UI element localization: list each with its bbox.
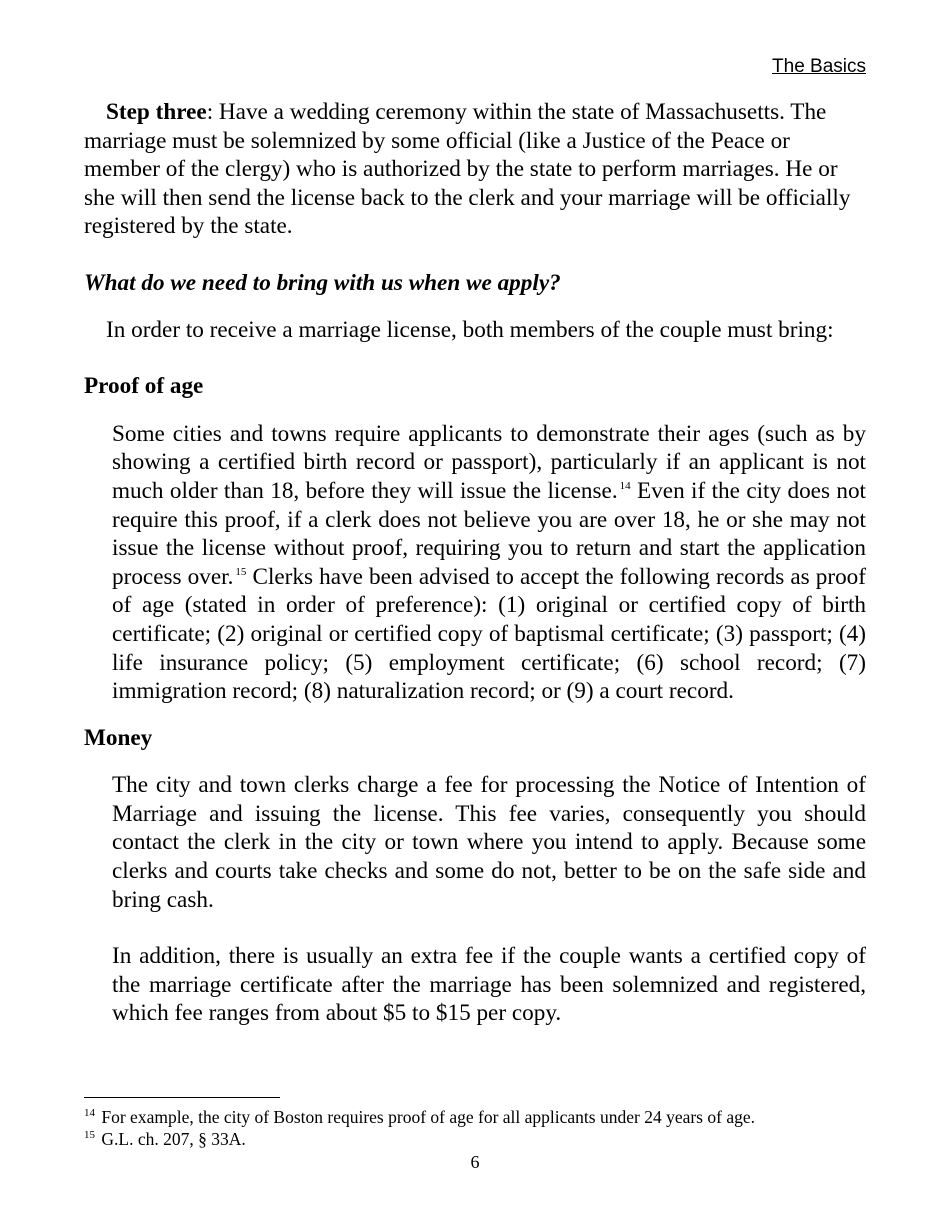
step-three-label: Step three (106, 99, 207, 125)
running-header: The Basics (772, 56, 866, 77)
footnote-14 (84, 1106, 884, 1128)
proof-of-age-paragraph (112, 420, 866, 706)
money-paragraph-1: The city and town clerks charge a fee for processing the Notice of Intention of Marriage and issuing the license. This fee varies, consequently you should contact the clerk in the city or town where you intend to apply. Because some clerks and courts take checks and some do not, better to be on the safe side and bring cash. (112, 772, 866, 913)
page-number: 6 (470, 1152, 480, 1172)
step-three-paragraph (84, 98, 866, 241)
intro-paragraph: In order to receive a marriage license, both members of the couple must bring: (106, 316, 834, 343)
question-heading: What do we need to bring with us when we apply? (84, 269, 561, 296)
footnote-number: 14 (84, 1107, 95, 1119)
footnote-ref-15: 15 (235, 565, 247, 578)
step-three-text: : Have a wedding ceremony within the state of Massachusetts. The marriage must be solemnized by some official (like a Justice of the Peace or member of the clergy) who is authorized by the state to perform marriages. He or she will then send the license back to the clerk and your marriage will be officially registered by the state. (84, 99, 851, 240)
money-heading: Money (84, 724, 153, 751)
footnote-number: 15 (84, 1129, 95, 1141)
proof-of-age-text-2: Even if the city does not require this proof, if a clerk does not believe you are over 18, he or she may not issue the license without proof, requiring you to return and start the application process over. (112, 477, 866, 590)
footnote-ref-14: 14 (619, 479, 631, 492)
footnotes (84, 1106, 884, 1150)
money-paragraph-2: In addition, there is usually an extra fee if the couple wants a certified copy of the marriage certificate after the marriage has been solemnized and registered, which fee ranges from about $5 to $15 per copy. (112, 943, 866, 1027)
proof-of-age-text-1: Some cities and towns require applicants to demonstrate their ages (such as by showing a certified birth record or passport), particularly if an applicant is not much older than 18, before they will issue the license. (112, 420, 866, 504)
footnote-text: For example, the city of Boston requires proof of age for all applicants under 24 years of age. (97, 1107, 755, 1127)
footnote-divider (84, 1097, 280, 1098)
proof-of-age-heading: Proof of age (84, 373, 204, 400)
footnote-15 (84, 1128, 884, 1150)
main-content (84, 98, 866, 1028)
proof-of-age-text-3: Clerks have been advised to accept the following records as proof of age (stated in order of preference): (1) original or certified copy of birth certificate; (2) original or certified copy of baptismal certificate; (3) passport; (4) life insurance policy; (5) employment certificate; (6) school record; (7) immigration record; (8) naturalization record; or (9) a court record. (112, 563, 866, 705)
footnote-text: G.L. ch. 207, § 33A. (97, 1129, 246, 1149)
